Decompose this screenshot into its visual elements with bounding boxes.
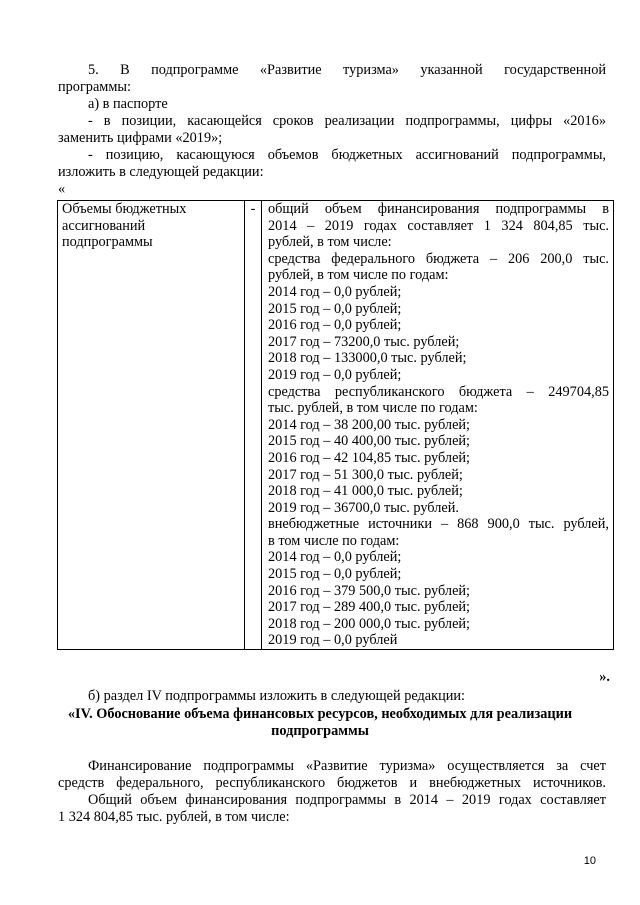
funding-line: 2019 год – 0,0 рублей (268, 632, 398, 649)
funding-line: 2014 год – 0,0 рублей; (268, 549, 402, 566)
item-a-passport: а) в паспорте (88, 96, 168, 112)
paragraph-5-line-1: 5. В подпрограмме «Развитие туризма» указанной государственной (88, 62, 606, 78)
funding-line: средства федерального бюджета – 206 200,0 тыс. (268, 250, 609, 267)
funding-line: общий объем финансирования подпрограммы в (268, 201, 609, 217)
funding-line: в том числе по годам: (268, 532, 400, 549)
funding-line: рублей, в том числе по годам: (268, 267, 449, 284)
financing-line-4: 1 324 804,85 тыс. рублей, в том числе: (58, 809, 290, 825)
funding-line: внебюджетные источники – 868 900,0 тыс. рублей, (268, 516, 609, 533)
funding-line: тыс. рублей, в том числе по годам: (268, 400, 478, 417)
funding-line: средства республиканского бюджета – 249704,85 (268, 383, 609, 400)
volume-paragraph-line-1: - позицию, касающуюся объемов бюджетных ассигнований подпрограммы, (88, 147, 606, 163)
funding-line: 2017 год – 51 300,0 тыс. рублей; (268, 466, 463, 483)
paragraph-5-line-2: программы: (58, 79, 131, 95)
financing-line-3: Общий объем финансирования подпрограммы в 2014 – 2019 годах составляет (88, 792, 606, 808)
funding-line: 2015 год – 0,0 рублей; (268, 566, 402, 583)
funding-line: 2015 год – 40 400,00 тыс. рублей; (268, 433, 471, 450)
dash-cell: - (245, 201, 262, 650)
section-heading-line-2: подпрограммы (271, 723, 369, 739)
section-heading-line-1: «IV. Обоснование объема финансовых ресурсов, необходимых для реализации (67, 706, 573, 722)
label-line: подпрограммы (62, 234, 153, 251)
page-number: 10 (583, 855, 596, 867)
funding-line: 2018 год – 133000,0 тыс. рублей; (268, 350, 467, 367)
section-b-paragraph: б) раздел IV подпрограммы изложить в следующей редакции: (88, 688, 466, 704)
funding-line: 2014 год – 38 200,00 тыс. рублей; (268, 416, 471, 433)
terms-paragraph-line-2: заменить цифрами «2019»; (58, 130, 223, 146)
label-line: Объемы бюджетных (62, 201, 187, 217)
financing-line-1: Финансирование подпрограммы «Развитие туризма» осуществляется за счет (88, 758, 606, 774)
funding-line: 2014 год – 0,0 рублей; (268, 283, 402, 300)
funding-line: рублей, в том числе: (268, 234, 392, 251)
funding-line: 2018 год – 41 000,0 тыс. рублей; (268, 483, 463, 500)
funding-line: 2014 – 2019 годах составляет 1 324 804,85 тыс. (268, 217, 609, 234)
closing-quote: ». (599, 669, 610, 685)
funding-line: 2019 год – 0,0 рублей; (268, 366, 402, 383)
budget-table (57, 200, 614, 650)
financing-line-2: средств федерального, республиканского бюджетов и внебюджетных источников. (58, 775, 606, 791)
funding-line: 2016 год – 379 500,0 тыс. рублей; (268, 582, 471, 599)
opening-quote: « (58, 181, 66, 197)
funding-line: 2017 год – 289 400,0 тыс. рублей; (268, 599, 471, 616)
funding-line: 2015 год – 0,0 рублей; (268, 300, 402, 317)
label-cell (58, 201, 245, 650)
funding-line: 2019 год – 36700,0 тыс. рублей. (268, 499, 459, 516)
funding-line: 2016 год – 42 104,85 тыс. рублей; (268, 449, 471, 466)
terms-paragraph-line-1: - в позиции, касающейся сроков реализации подпрограммы, цифры «2016» (88, 113, 606, 129)
table-row (58, 201, 614, 650)
funding-line: 2018 год – 200 000,0 тыс. рублей; (268, 615, 471, 632)
label-line: ассигнований (62, 217, 146, 234)
funding-line: 2017 год – 73200,0 тыс. рублей; (268, 333, 460, 350)
funding-line: 2016 год – 0,0 рублей; (268, 317, 402, 334)
content-cell (262, 201, 614, 650)
volume-paragraph-line-2: изложить в следующей редакции: (58, 164, 264, 180)
